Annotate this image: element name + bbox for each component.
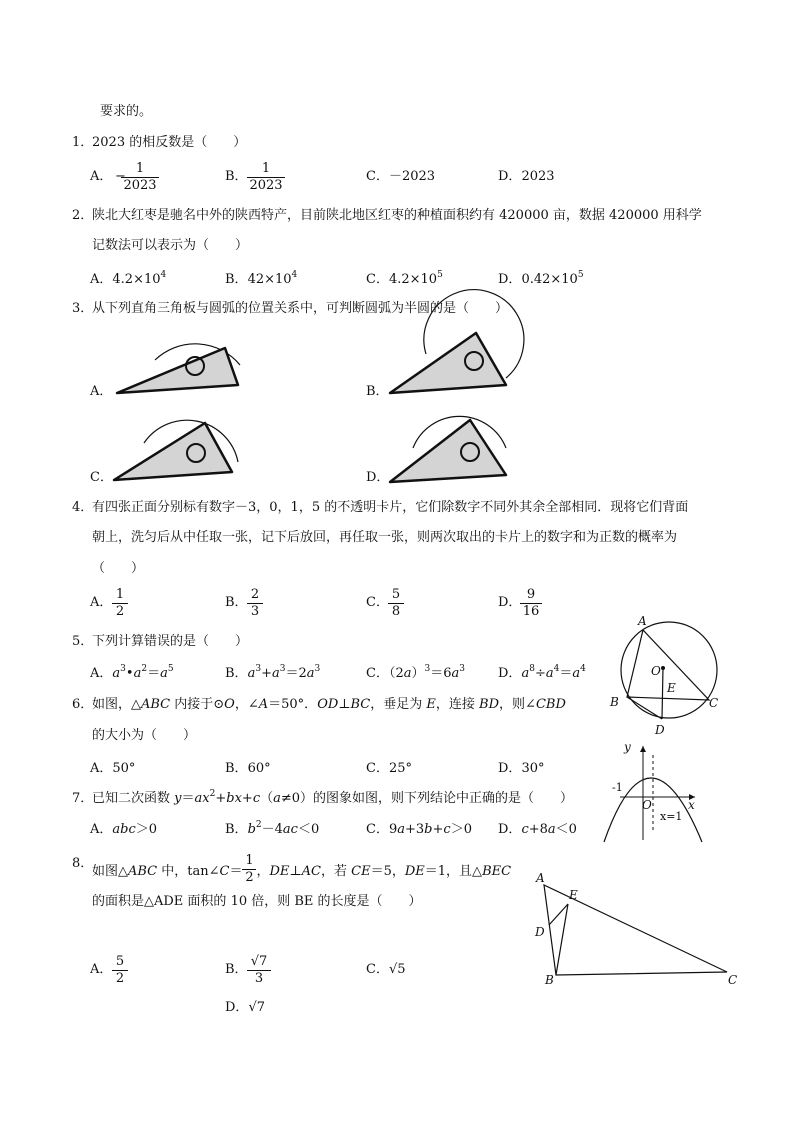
q2-number: 2． [72, 208, 94, 223]
triangle-label-c: C [728, 973, 738, 987]
q8-option-c-text: √5 [388, 962, 406, 977]
q2-option-d-exp: 5 [577, 270, 584, 280]
q7-option-c[interactable]: C．9a+3b+c＞0 [366, 822, 472, 837]
q4-option-d-num: 9 [526, 587, 536, 602]
q4-stem-line3: （ ） [92, 561, 145, 576]
parabola-label-x: x [688, 798, 695, 812]
q8-option-c-label: C． [366, 962, 389, 977]
q1-option-a-sign: − [115, 169, 126, 184]
q6-option-b[interactable] [225, 760, 271, 778]
q4-number: 4． [72, 500, 94, 515]
q7-option-c-label: C． [366, 822, 389, 837]
q1-option-a-label: A． [90, 169, 113, 184]
q1-number: 1． [72, 135, 94, 150]
q5-option-d-label: D． [498, 666, 522, 681]
q6-option-d[interactable] [498, 760, 544, 778]
q3-figure-b[interactable] [388, 318, 518, 398]
q6-stem-line1: 如图，△ABC 内接于⊙O，∠A＝50°．OD⊥BC，垂足为 E，连接 BD，则∠CBD [92, 697, 566, 712]
q8-option-a-fraction[interactable] [112, 954, 128, 987]
q3-stem: 从下列直角三角板与圆弧的位置关系中，可判断圆弧为半圆的是（ ） [92, 301, 509, 316]
q2-stem-line1: 陕北大红枣是驰名中外的陕西特产，目前陕北地区红枣的种植面积约有 420000 亩，数据 420000 用科学 [92, 208, 702, 223]
q5-option-a[interactable]: A．$a^3•a^2=a^5$ [90, 664, 174, 681]
triangle-label-e: E [569, 888, 578, 902]
q6-number: 6． [72, 697, 94, 712]
q2-option-b-label: B． [225, 272, 248, 287]
q4-option-b-den: 3 [247, 603, 263, 620]
q1-option-a-den: 2023 [121, 177, 159, 194]
parabola-label-axis: x=1 [660, 810, 683, 823]
q7-option-b-label: B． [225, 822, 248, 837]
q4-option-d-fraction[interactable] [520, 587, 542, 620]
q5-option-c[interactable]: C．$(2a)^3=6a^3$ [366, 664, 466, 681]
q2-option-c[interactable] [366, 271, 443, 289]
parabola-label-y: y [624, 740, 631, 754]
q2-option-b[interactable] [225, 271, 297, 289]
triangle-abc-figure [528, 868, 743, 993]
q6-option-a[interactable] [90, 760, 135, 778]
q1-option-b-den: 2023 [247, 177, 285, 194]
q8-tan-fraction: $\frac{1}{2}$ [242, 853, 256, 886]
q4-option-a-fraction[interactable] [112, 587, 128, 620]
q3-figure-a[interactable] [110, 330, 250, 400]
q3-figure-c[interactable] [110, 400, 250, 485]
q4-option-b-label: B． [225, 595, 248, 610]
q4-option-c-label: C． [366, 595, 389, 610]
q8-option-c[interactable] [366, 961, 406, 979]
q7-number: 7． [72, 791, 94, 806]
parabola-label-neg1: -1 [612, 781, 623, 794]
q4-option-a-label: A． [90, 595, 113, 610]
q6-option-c[interactable] [366, 760, 412, 778]
q4-option-c-den: 8 [388, 603, 404, 620]
q4-option-b-fraction[interactable] [247, 587, 263, 620]
q2-option-d[interactable] [498, 271, 584, 289]
parabola-figure [600, 740, 720, 845]
q5-option-c-label: C． [366, 666, 389, 681]
q4-option-d-den: 16 [520, 603, 542, 620]
q1-option-c-label: C． [366, 169, 389, 184]
q5-stem: 下列计算错误的是（ ） [92, 634, 249, 649]
q2-option-b-text: 42×10 [247, 272, 292, 287]
q6-option-b-label: B． [225, 761, 248, 776]
q1-stem: 2023 的相反数是（ ） [92, 135, 247, 150]
circle-label-a: A [638, 614, 647, 628]
q8-stem-line2: 的面积是△ADE 面积的 10 倍，则 BE 的长度是（ ） [92, 894, 422, 909]
circle-abc-figure [605, 610, 735, 740]
q2-option-a[interactable] [90, 271, 166, 289]
circle-label-c: C [709, 696, 719, 710]
q4-stem-line1: 有四张正面分别标有数字－3，0，1，5 的不透明卡片，它们除数字不同外其余全部相同．现将它们背面 [92, 500, 689, 515]
q1-option-b-fraction[interactable] [247, 161, 285, 194]
q3-option-d-label: D． [366, 470, 390, 485]
circle-label-e: E [667, 681, 676, 695]
q2-option-a-exp: 4 [160, 270, 167, 280]
q1-option-d-text: 2023 [521, 169, 555, 184]
q6-option-a-text: 50° [112, 761, 136, 776]
q7-option-d-label: D． [498, 822, 522, 837]
q3-option-b-label: B． [366, 384, 389, 399]
q3-figure-d[interactable] [388, 408, 518, 488]
q8-option-b-num: √7 [250, 954, 268, 969]
triangle-label-d: D [535, 925, 545, 939]
q7-option-b[interactable]: B．$b^2-4ac<0$ [225, 820, 320, 837]
q8-option-a-num: 5 [115, 954, 125, 969]
q4-option-a-num: 1 [115, 587, 125, 602]
q2-option-d-text: 0.42×10 [521, 272, 578, 287]
q8-option-d[interactable] [225, 999, 265, 1017]
q8-option-a-den: 2 [112, 970, 128, 987]
q5-option-b[interactable]: B．$a^3+a^3=2a^3$ [225, 664, 321, 681]
q6-stem-line2: 的大小为（ ） [92, 728, 197, 743]
q1-option-a-fraction[interactable] [121, 161, 159, 194]
q8-option-b-label: B． [225, 962, 248, 977]
q2-option-c-exp: 5 [437, 270, 443, 280]
q8-option-a-label: A． [90, 962, 113, 977]
intro-text: 要求的。 [100, 104, 153, 119]
q1-option-c[interactable] [366, 168, 435, 186]
q6-option-c-text: 25° [388, 761, 412, 776]
q1-option-d-label: D． [498, 169, 522, 184]
q8-option-d-label: D． [225, 1000, 249, 1015]
q6-option-d-text: 30° [521, 761, 545, 776]
q1-option-c-text: －2023 [388, 169, 436, 184]
q4-option-c-fraction[interactable] [388, 587, 404, 620]
q4-option-a-den: 2 [112, 603, 128, 620]
q8-stem-line1: 如图△ABC 中，tan∠C＝ $\frac{1}{2}$ ，DE⊥AC，若 CE＝5，DE＝1，且△BEC [92, 853, 512, 885]
q1-option-d[interactable] [498, 168, 555, 186]
q6-option-c-label: C． [366, 761, 389, 776]
q1-option-a-num: 1 [135, 161, 145, 176]
q4-option-c-num: 5 [391, 587, 401, 602]
q5-number: 5． [72, 634, 94, 649]
q4-option-b-num: 2 [250, 587, 260, 602]
q1-option-b-label: B． [225, 169, 248, 184]
q4-stem-line2: 朝上，洗匀后从中任取一张，记下后放回，再任取一张，则两次取出的卡片上的数字和为正数的概率为 [92, 530, 678, 545]
q8-option-b-den: 3 [247, 970, 271, 987]
q7-option-a-label: A． [90, 822, 113, 837]
q5-option-b-label: B． [225, 666, 248, 681]
q8-option-b-fraction[interactable] [247, 954, 271, 987]
q3-option-c-label: C． [90, 470, 113, 485]
q8-option-d-text: √7 [248, 1000, 265, 1015]
q2-option-c-label: C． [366, 272, 389, 287]
triangle-label-b: B [545, 973, 554, 987]
q6-option-b-text: 60° [247, 761, 271, 776]
q2-option-d-label: D． [498, 272, 522, 287]
q6-option-a-label: A． [90, 761, 113, 776]
q2-option-c-text: 4.2×10 [388, 272, 438, 287]
q7-option-a[interactable]: A．abc＞0 [90, 822, 158, 837]
circle-label-b: B [610, 695, 619, 709]
q7-stem: 已知二次函数 $y=ax^2+bx+c(a\ne 0)$的图象如图，则下列结论中正确的是（ ） [92, 789, 574, 806]
q5-option-d[interactable]: D．$a^8\div a^4=a^4$ [498, 664, 586, 681]
q3-option-a-label: A． [90, 384, 113, 399]
q2-option-a-label: A． [90, 272, 113, 287]
q8-number: 8． [72, 856, 94, 871]
triangle-label-a: A [536, 871, 545, 885]
circle-label-d: D [655, 723, 665, 737]
parabola-label-o: O [642, 798, 652, 812]
q4-option-d-label: D． [498, 595, 522, 610]
q5-option-a-label: A． [90, 666, 113, 681]
q2-option-a-text: 4.2×10 [112, 272, 161, 287]
circle-label-o: O [651, 664, 661, 678]
q7-option-d[interactable]: D．c+8a＜0 [498, 822, 577, 837]
q3-number: 3． [72, 301, 94, 316]
q6-option-d-label: D． [498, 761, 522, 776]
q1-option-b-num: 1 [261, 161, 271, 176]
q2-option-b-exp: 4 [291, 270, 298, 280]
q2-stem-line2: 记数法可以表示为（ ） [92, 238, 249, 253]
